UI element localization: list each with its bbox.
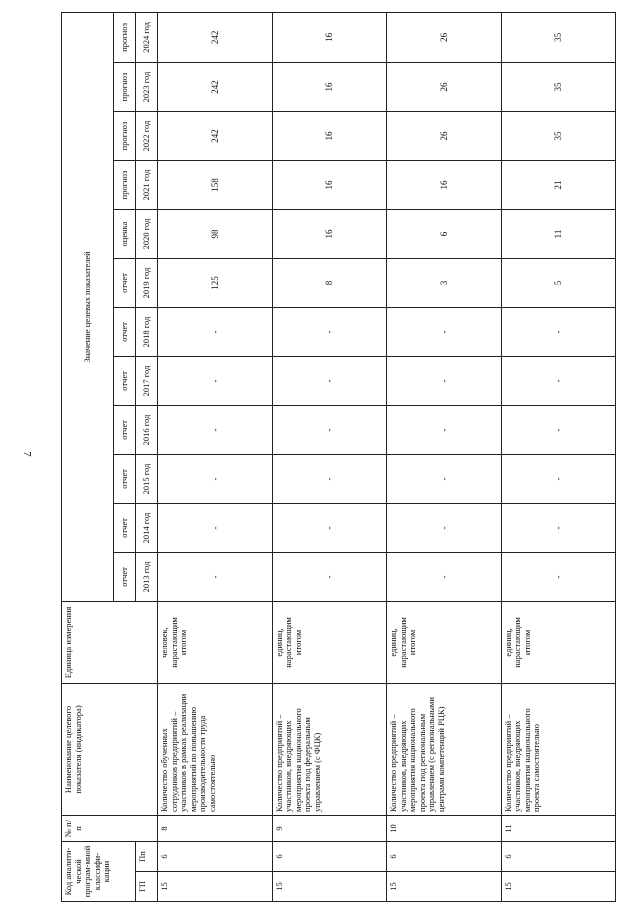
cell-value: - [387, 356, 502, 405]
indicators-table [61, 12, 616, 902]
cell-value: - [501, 307, 616, 356]
cell-unit: единиц, нарастающим итогом [272, 601, 387, 683]
cell-value: 158 [158, 160, 273, 209]
cell-value: 21 [501, 160, 616, 209]
cell-num: 8 [158, 815, 273, 841]
column-year: 2019 год [136, 258, 158, 307]
cell-value: 16 [272, 111, 387, 160]
header-name: Наименование целевого показателя (индикатора) [62, 683, 158, 815]
cell-value: 5 [501, 258, 616, 307]
cell-num: 10 [387, 815, 502, 841]
cell-gp: 15 [158, 872, 273, 902]
column-type: отчет [114, 356, 136, 405]
header-pp: Пп [136, 841, 158, 871]
cell-value: 8 [272, 258, 387, 307]
column-type: прогноз [114, 62, 136, 111]
cell-value: 16 [272, 62, 387, 111]
cell-num: 11 [501, 815, 616, 841]
cell-value: - [272, 405, 387, 454]
column-year: 2022 год [136, 111, 158, 160]
cell-value: - [158, 307, 273, 356]
cell-name: Количество обученных сотрудников предприятий – участников в рамках реализации мероприятий по повышению производительности труда самостоятельно [158, 683, 273, 815]
cell-pp: 6 [501, 841, 616, 871]
column-type: отчет [114, 405, 136, 454]
cell-value: 98 [158, 209, 273, 258]
column-year: 2016 год [136, 405, 158, 454]
cell-value: - [501, 356, 616, 405]
header-values: Значение целевых показателей [62, 12, 114, 601]
cell-value: - [501, 405, 616, 454]
cell-unit: единиц, нарастающим итогом [501, 601, 616, 683]
column-type: оценка [114, 209, 136, 258]
column-year: 2017 год [136, 356, 158, 405]
header-unit: Единица измерения [62, 601, 158, 683]
cell-num: 9 [272, 815, 387, 841]
cell-value: 125 [158, 258, 273, 307]
cell-value: - [501, 552, 616, 601]
cell-name: Количество предприятий – участников, внедряющих мероприятия национального проекта под региональным управлением (с региональными центрами компетенций РЦК) [387, 683, 502, 815]
cell-gp: 15 [501, 872, 616, 902]
cell-name: Количество предприятий – участников, внедряющих мероприятия национального проекта самостоятельно [501, 683, 616, 815]
table-row [158, 12, 273, 901]
table-row [387, 12, 502, 901]
cell-value: 242 [158, 111, 273, 160]
column-year: 2018 год [136, 307, 158, 356]
cell-value: - [272, 552, 387, 601]
column-year: 2015 год [136, 454, 158, 503]
cell-value: 3 [387, 258, 502, 307]
cell-gp: 15 [272, 872, 387, 902]
table-row [501, 12, 616, 901]
column-type: прогноз [114, 111, 136, 160]
cell-value: - [158, 405, 273, 454]
cell-value: 6 [387, 209, 502, 258]
column-year: 2024 год [136, 12, 158, 62]
cell-pp: 6 [387, 841, 502, 871]
cell-value: - [272, 503, 387, 552]
cell-value: - [387, 552, 502, 601]
cell-gp: 15 [387, 872, 502, 902]
cell-value: 26 [387, 62, 502, 111]
cell-value: 35 [501, 62, 616, 111]
cell-value: - [501, 503, 616, 552]
column-type: отчет [114, 552, 136, 601]
cell-value: 16 [272, 12, 387, 62]
cell-unit: единиц, нарастающим итогом [387, 601, 502, 683]
cell-unit: человек, нарастающим итогом [158, 601, 273, 683]
cell-value: 11 [501, 209, 616, 258]
page-number: 7 [20, 451, 33, 457]
cell-value: - [272, 356, 387, 405]
column-type: отчет [114, 258, 136, 307]
cell-value: 26 [387, 12, 502, 62]
cell-value: - [272, 307, 387, 356]
table-row [272, 12, 387, 901]
column-year: 2013 год [136, 552, 158, 601]
cell-name: Количество предприятий – участников, внедряющих мероприятия национального проекта под федеральным управлением (с ФЦК) [272, 683, 387, 815]
cell-pp: 6 [158, 841, 273, 871]
cell-value: 35 [501, 12, 616, 62]
column-type: прогноз [114, 160, 136, 209]
cell-value: 242 [158, 62, 273, 111]
cell-value: - [387, 503, 502, 552]
cell-value: - [158, 503, 273, 552]
header-num: № п/п [62, 815, 158, 841]
cell-value: - [387, 405, 502, 454]
cell-value: 16 [272, 209, 387, 258]
cell-value: - [501, 454, 616, 503]
cell-value: - [387, 454, 502, 503]
column-type: отчет [114, 307, 136, 356]
cell-value: - [158, 552, 273, 601]
cell-value: 16 [272, 160, 387, 209]
cell-value: - [387, 307, 502, 356]
cell-value: 16 [387, 160, 502, 209]
column-type: прогноз [114, 12, 136, 62]
column-year: 2023 год [136, 62, 158, 111]
column-year: 2021 год [136, 160, 158, 209]
header-gp: ГП [136, 872, 158, 902]
column-type: отчет [114, 503, 136, 552]
cell-value: - [158, 356, 273, 405]
column-year: 2014 год [136, 503, 158, 552]
cell-value: 242 [158, 12, 273, 62]
column-type: отчет [114, 454, 136, 503]
cell-value: 35 [501, 111, 616, 160]
column-year: 2020 год [136, 209, 158, 258]
rotated-table-container [61, 12, 616, 902]
cell-value: - [272, 454, 387, 503]
header-code: Код аналити-ческой програм-мной классифи-кации [62, 841, 136, 901]
cell-value: - [158, 454, 273, 503]
cell-value: 26 [387, 111, 502, 160]
cell-pp: 6 [272, 841, 387, 871]
